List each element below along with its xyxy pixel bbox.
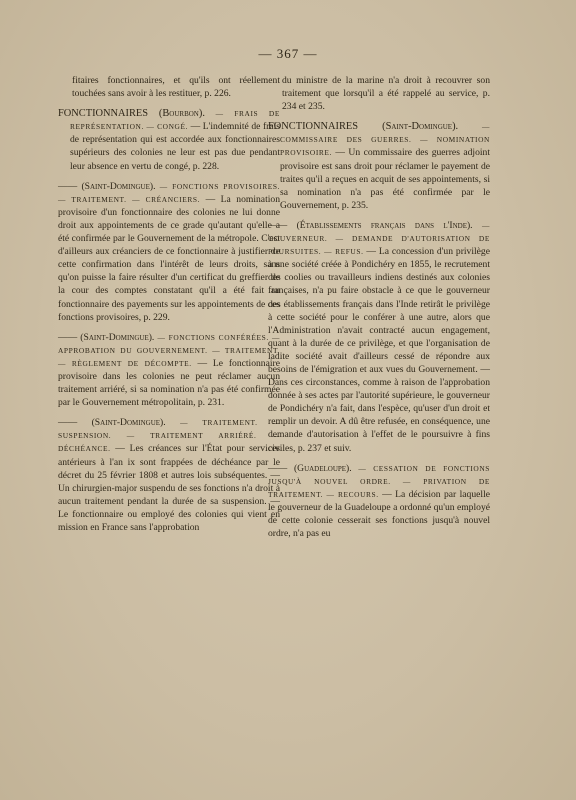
entry-fonctionnaires-saint-domingue <box>268 120 490 212</box>
entry-text: — La nomination provisoire d'un fonctionnaire des colonies ne lui donne droit aux appointements de ce grade qu'autant qu'elle a été confirmée par le Gouvernement de la métropole. C'est d'ailleurs aux créanciers de ce fonctionnaire à justifier de cette confirmation dans l'intérêt de leurs droits, sans qu'on puisse la faire résulter d'un certificat du greffier de la cour des comptes constatant qu'il a été fait au fonctionnaire des payements sur les appointements de ces fonctions provisoires, p. 229. <box>58 193 280 323</box>
entry-inde-gouverneur <box>268 219 490 455</box>
entry-heading: FONCTIONNAIRES (Bourbon). <box>58 108 205 120</box>
entry-text: — Un commissaire des guerres adjoint provisoire est sans droit pour réclamer le payement de traites qu'il a reçues en acquit de ses appointements, si sa nomination n'a pas été confirmée par le Gouvernement, p. 235. <box>280 147 490 211</box>
entry-heading: —— (Établissements français dans l'Inde). <box>268 219 473 231</box>
left-column <box>58 74 280 541</box>
entry-saint-domingue-traitement <box>58 416 280 534</box>
entry-heading: —— (Guadeloupe). <box>268 462 352 474</box>
entry-continuation <box>268 74 490 113</box>
entry-heading: —— (Saint-Domingue). <box>58 180 156 192</box>
entry-keywords: — GOUVERNEUR. — DEMANDE D'AUTORISATION DE POURSUITES. — REFUS. <box>268 220 490 257</box>
entry-fonctionnaires-bourbon <box>58 107 280 172</box>
entry-text: fitaires fonctionnaires, et qu'ils ont réellement touchées sans avoir à les restituer, p. 226. <box>72 75 280 100</box>
entry-text: — Les créances sur l'État pour services antérieurs à l'an ix sont frappées de déchéance par le décret du 25 février 1808 et autres lois subséquentes. — Un chirurgien-major suspendu de ses fonctions n'a droit à aucun traitement pendant la durée de sa suspension. — Le fonctionnaire ou employé des colonies qui vient en mission en France sans l'approbation <box>58 443 280 533</box>
entry-text: — La décision par laquelle le gouverneur de la Guadeloupe a ordonné qu'un employé de cette colonie cesserait ses fonctions jusqu'à nouvel ordre, n'a pas eu <box>268 488 491 540</box>
entry-keywords: — FONCTIONS PROVISOIRES. — TRAITEMENT. — CRÉANCIERS. <box>58 181 280 204</box>
entry-heading: —— (Saint-Domingue). <box>58 417 166 429</box>
right-column <box>268 74 490 547</box>
entry-continuation <box>58 74 280 100</box>
entry-text: — L'indemnité de frais de représentation qui est accordée aux fonctionnaires supérieurs des colonies ne leur est pas due pendant leur absence en vertu de congé, p. 228. <box>70 121 280 172</box>
entry-saint-domingue-fonctions-conferees <box>58 331 280 410</box>
entry-keywords: — FRAIS DE REPRÉSENTATION. — CONGÉ. <box>70 109 280 132</box>
entry-keywords: — TRAITEMENT. — SUSPENSION. — TRAITEMENT ARRIÉRÉ. — DÉCHÉANCE. <box>58 418 280 454</box>
entry-text: du ministre de la marine n'a droit à recouvrer son traitement que lorsqu'il a été rappelé au service, p. 234 et 235. <box>282 75 490 113</box>
entry-keywords: — COMMISSAIRE DES GUERRES. — NOMINATION PROVISOIRE. <box>280 122 490 158</box>
entry-keywords: — FONCTIONS CONFÉRÉES. — APPROBATION DU GOUVERNEMENT. — TRAITEMENT. — RÈGLEMENT DE DÉCOMPTE. <box>58 332 280 368</box>
entry-text: — La concession d'un privilège à une société créée à Pondichéry en 1855, le recrutement des coolies ou travailleurs indiens destinés aux colonies françaises, n'a pu faire obstacle à ce que le gouverneur des établissements français dans l'Inde retirât le privilège à cette société pour le conférer à une autre, alors que l'Administration n'avait contracté aucun engagement, quant à la durée de ce privilège, et que l'organisation de ladite société avait d'ailleurs cessé de répondre aux besoins de l'émigration et aux vues du Gouvernement. — Dans ces circonstances, comme à raison de l'approbation donnée à ses actes par l'autorité supérieure, le gouverneur de Pondichéry n'a fait, dans l'espèce, qu'user d'un droit et remplir un devoir. A dû être refusée, en conséquence, une demande d'autorisation à l'effet de le poursuivre à fins civiles, p. 237 et suiv. <box>268 246 490 454</box>
entry-heading: —— (Saint-Domingue). <box>58 331 155 343</box>
entry-heading: FONCTIONNAIRES (Saint-Domingue). <box>268 121 459 133</box>
entry-text: — Le fonctionnaire provisoire dans les colonies ne peut réclamer aucun traitement arriéré, si sa nomination n'a pas été confirmée par le Gouvernement métropolitain, p. 231. <box>58 357 280 409</box>
page-number: — 367 — <box>258 46 318 61</box>
entry-saint-domingue-fonctions-provisoires <box>58 180 280 324</box>
entry-keywords: — CESSATION DE FONCTIONS JUSQU'À NOUVEL ORDRE. — PRIVATION DE TRAITEMENT. — RECOURS. <box>268 463 490 499</box>
entry-guadeloupe-cessation <box>268 462 490 541</box>
